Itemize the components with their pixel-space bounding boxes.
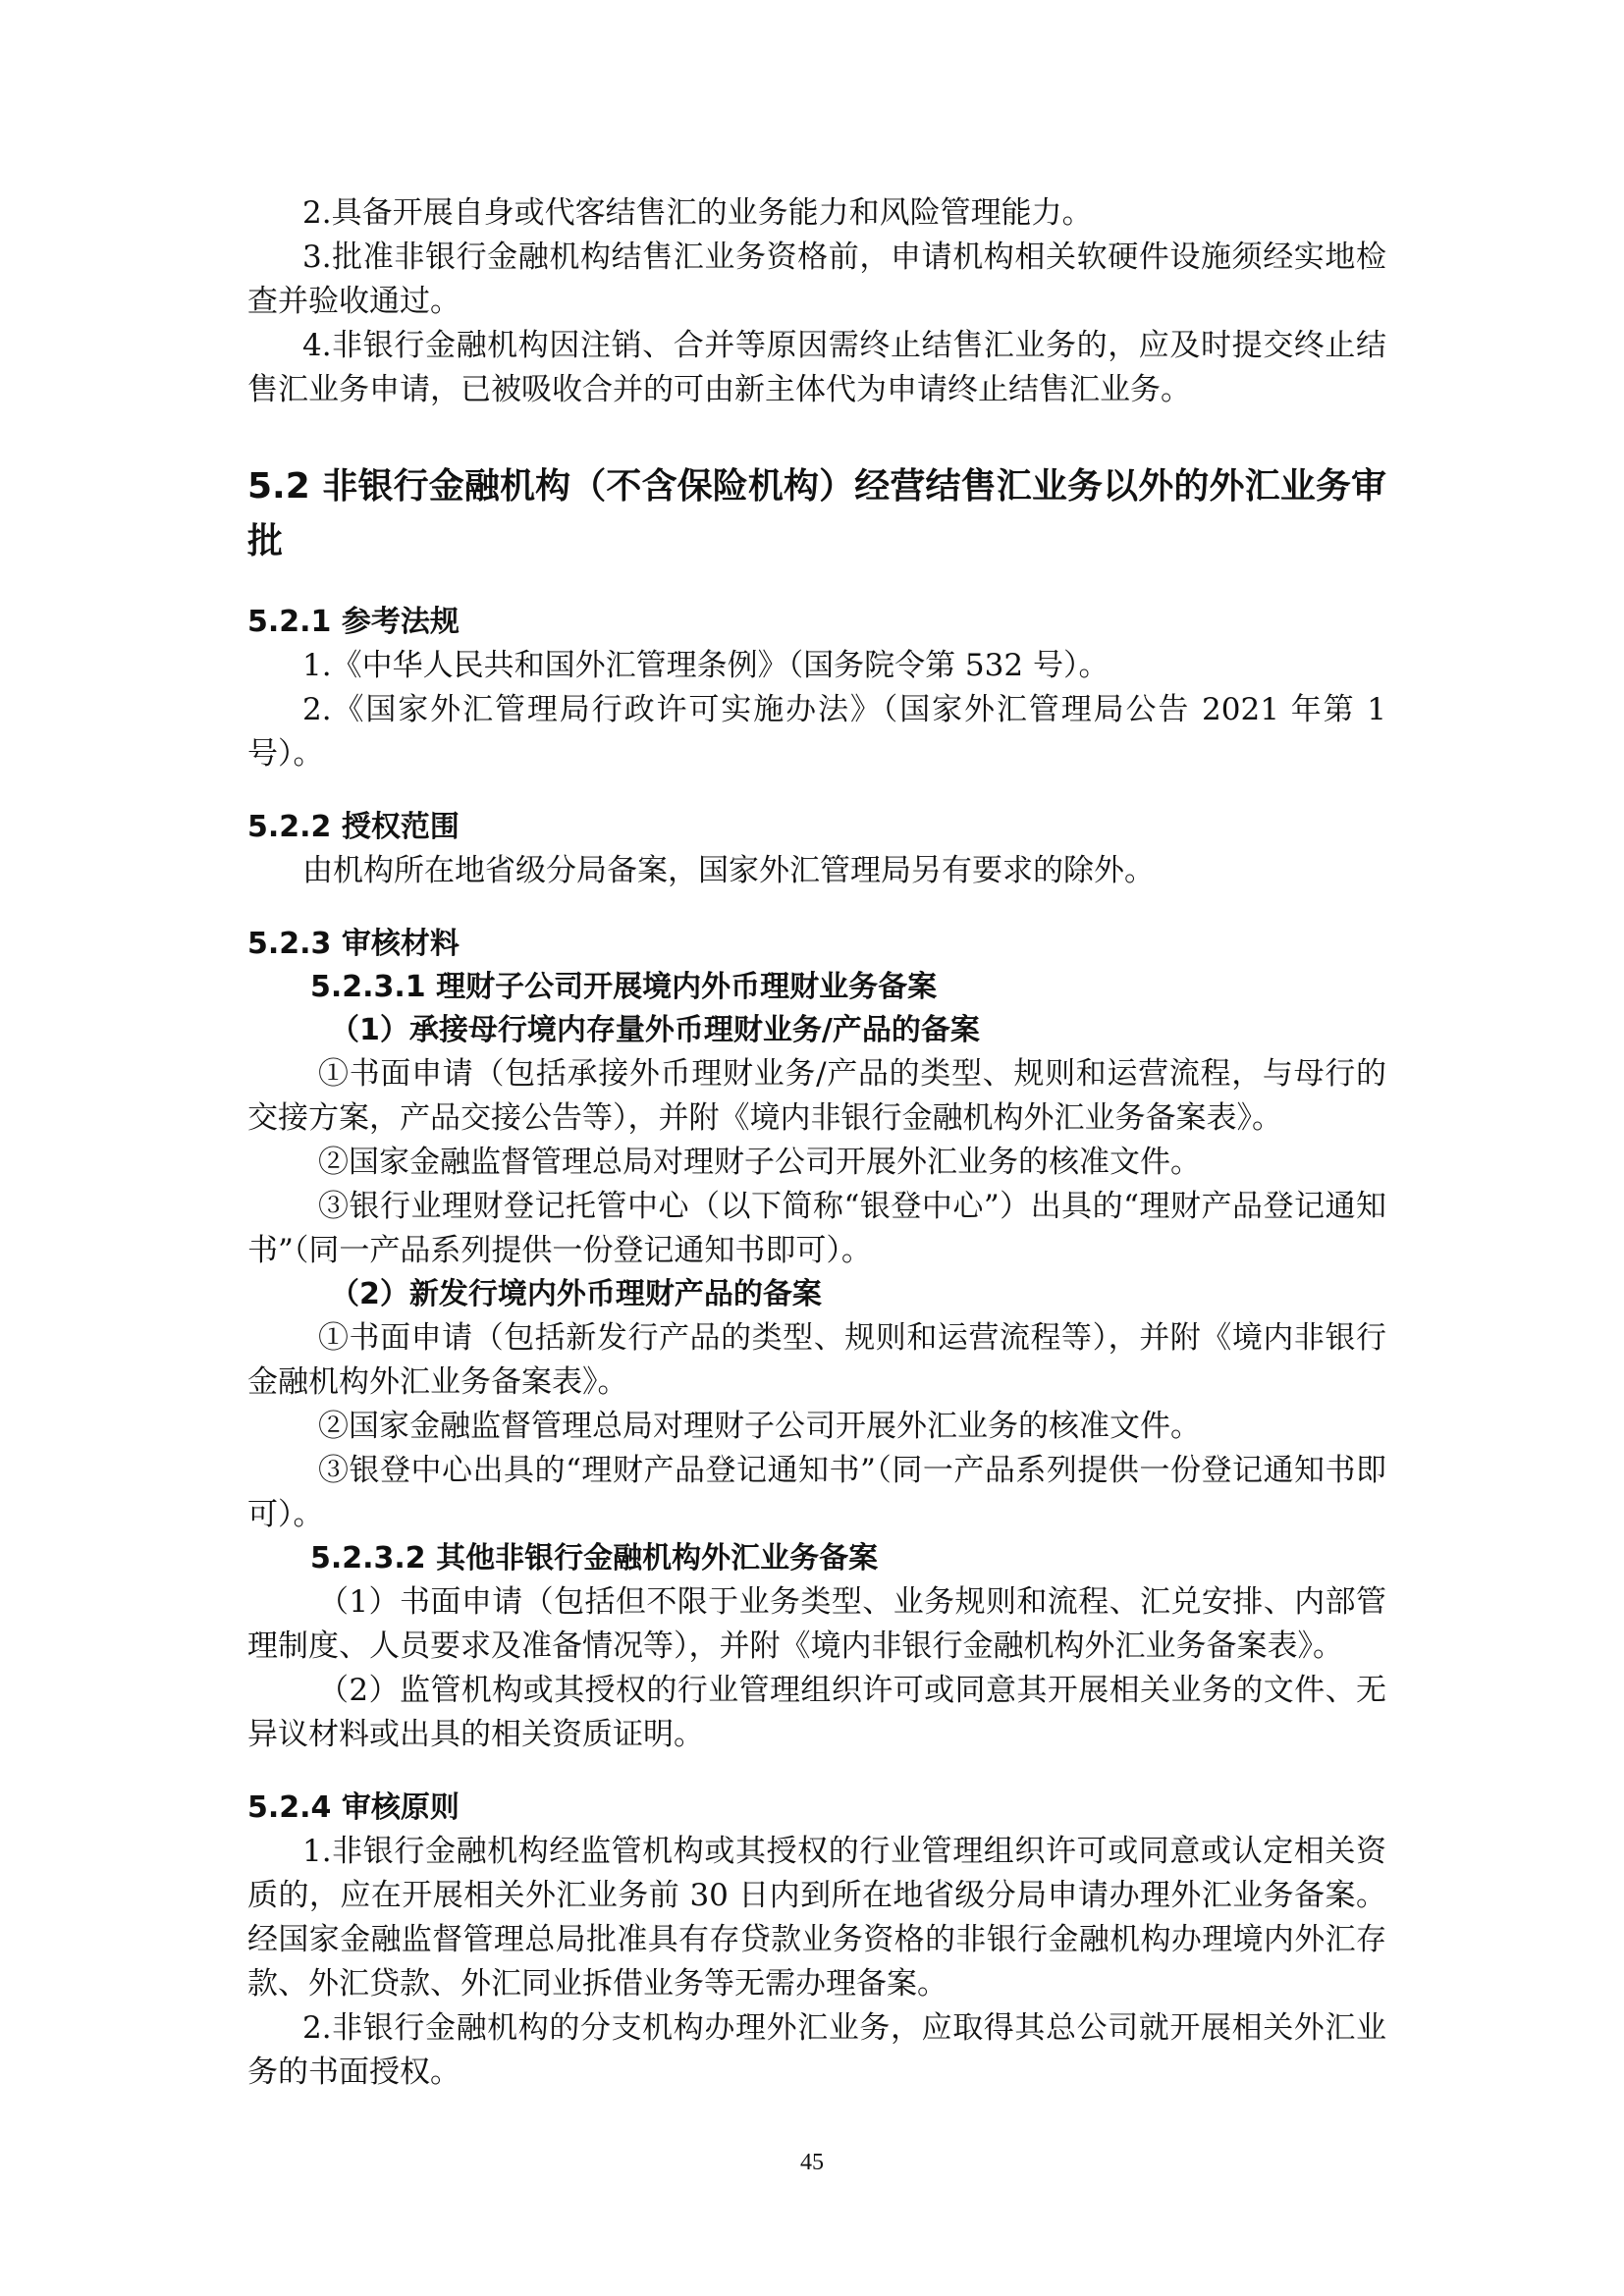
material-item: （1）书面申请（包括但不限于业务类型、业务规则和流程、汇兑安排、内部管理制度、人员要求及准备情况等），并附《境内非银行金融机构外汇业务备案表》。 — [247, 1584, 1386, 1664]
authorization-text: 由机构所在地省级分局备案，国家外汇管理局另有要求的除外。 — [302, 853, 1155, 888]
heading-5-2-3: 5.2.3 审核材料 — [247, 927, 460, 961]
intro-paragraph: 4.非银行金融机构因注销、合并等原因需终止结售汇业务的，应及时提交终止结售汇业务申请，已被吸收合并的可由新主体代为申请终止结售汇业务。 — [247, 328, 1386, 407]
heading-5-2-1: 5.2.1 参考法规 — [247, 605, 460, 639]
material-item: ①书面申请（包括新发行产品的类型、规则和运营流程等），并附《境内非银行金融机构外汇业务备案表》。 — [247, 1320, 1386, 1400]
subheading-2: （2）新发行境内外币理财产品的备案 — [330, 1277, 822, 1311]
material-item: （2）监管机构或其授权的行业管理组织许可或同意其开展相关业务的文件、无异议材料或出具的相关资质证明。 — [247, 1673, 1386, 1752]
material-item: ①书面申请（包括承接外币理财业务/产品的类型、规则和运营流程，与母行的交接方案，产品交接公告等），并附《境内非银行金融机构外汇业务备案表》。 — [247, 1056, 1386, 1136]
material-item: ②国家金融监督管理总局对理财子公司开展外汇业务的核准文件。 — [318, 1145, 1201, 1180]
subheading-1: （1）承接母行境内存量外币理财业务/产品的备案 — [330, 1013, 980, 1047]
material-item: ③银登中心出具的“理财产品登记通知书”（同一产品系列提供一份登记通知书即可）。 — [247, 1453, 1386, 1532]
regulation-item: 2.《国家外汇管理局行政许可实施办法》（国家外汇管理局公告 2021 年第 1 号）。 — [247, 692, 1386, 772]
page-number: 45 — [800, 2150, 824, 2175]
intro-paragraph: 3.批准非银行金融机构结售汇业务资格前，申请机构相关软硬件设施须经实地检查并验收通过。 — [247, 240, 1386, 319]
heading-5-2-4: 5.2.4 审核原则 — [247, 1790, 460, 1825]
heading-5-2-3-2: 5.2.3.2 其他非银行金融机构外汇业务备案 — [310, 1541, 879, 1575]
intro-paragraph: 2.具备开展自身或代客结售汇的业务能力和风险管理能力。 — [302, 195, 1093, 231]
material-item: ②国家金融监督管理总局对理财子公司开展外汇业务的核准文件。 — [318, 1409, 1201, 1444]
document-page — [247, 191, 1386, 2095]
section-heading-5-2: 5.2 非银行金融机构（不含保险机构）经营结售汇业务以外的外汇业务审批 — [247, 466, 1386, 561]
material-item: ③银行业理财登记托管中心（以下简称“银登中心”）出具的“理财产品登记通知书”（同一产品系列提供一份登记通知书即可）。 — [247, 1189, 1386, 1268]
heading-5-2-3-1: 5.2.3.1 理财子公司开展境内外币理财业务备案 — [310, 970, 938, 1004]
heading-5-2-2: 5.2.2 授权范围 — [247, 810, 460, 844]
regulation-item: 1.《中华人民共和国外汇管理条例》（国务院令第 532 号）。 — [302, 648, 1110, 683]
principle-item: 1.非银行金融机构经监管机构或其授权的行业管理组织许可或同意或认定相关资质的，应在开展相关外汇业务前 30 日内到所在地省级分局申请办理外汇业务备案。经国家金融监督管理总局批准具有存贷款业务资格的非银行金融机构办理境内外汇存款、外汇贷款、外汇同业拆借业务等无需办理备案。 — [247, 1834, 1386, 2002]
principle-item: 2.非银行金融机构的分支机构办理外汇业务，应取得其总公司就开展相关外汇业务的书面授权。 — [247, 2010, 1386, 2090]
